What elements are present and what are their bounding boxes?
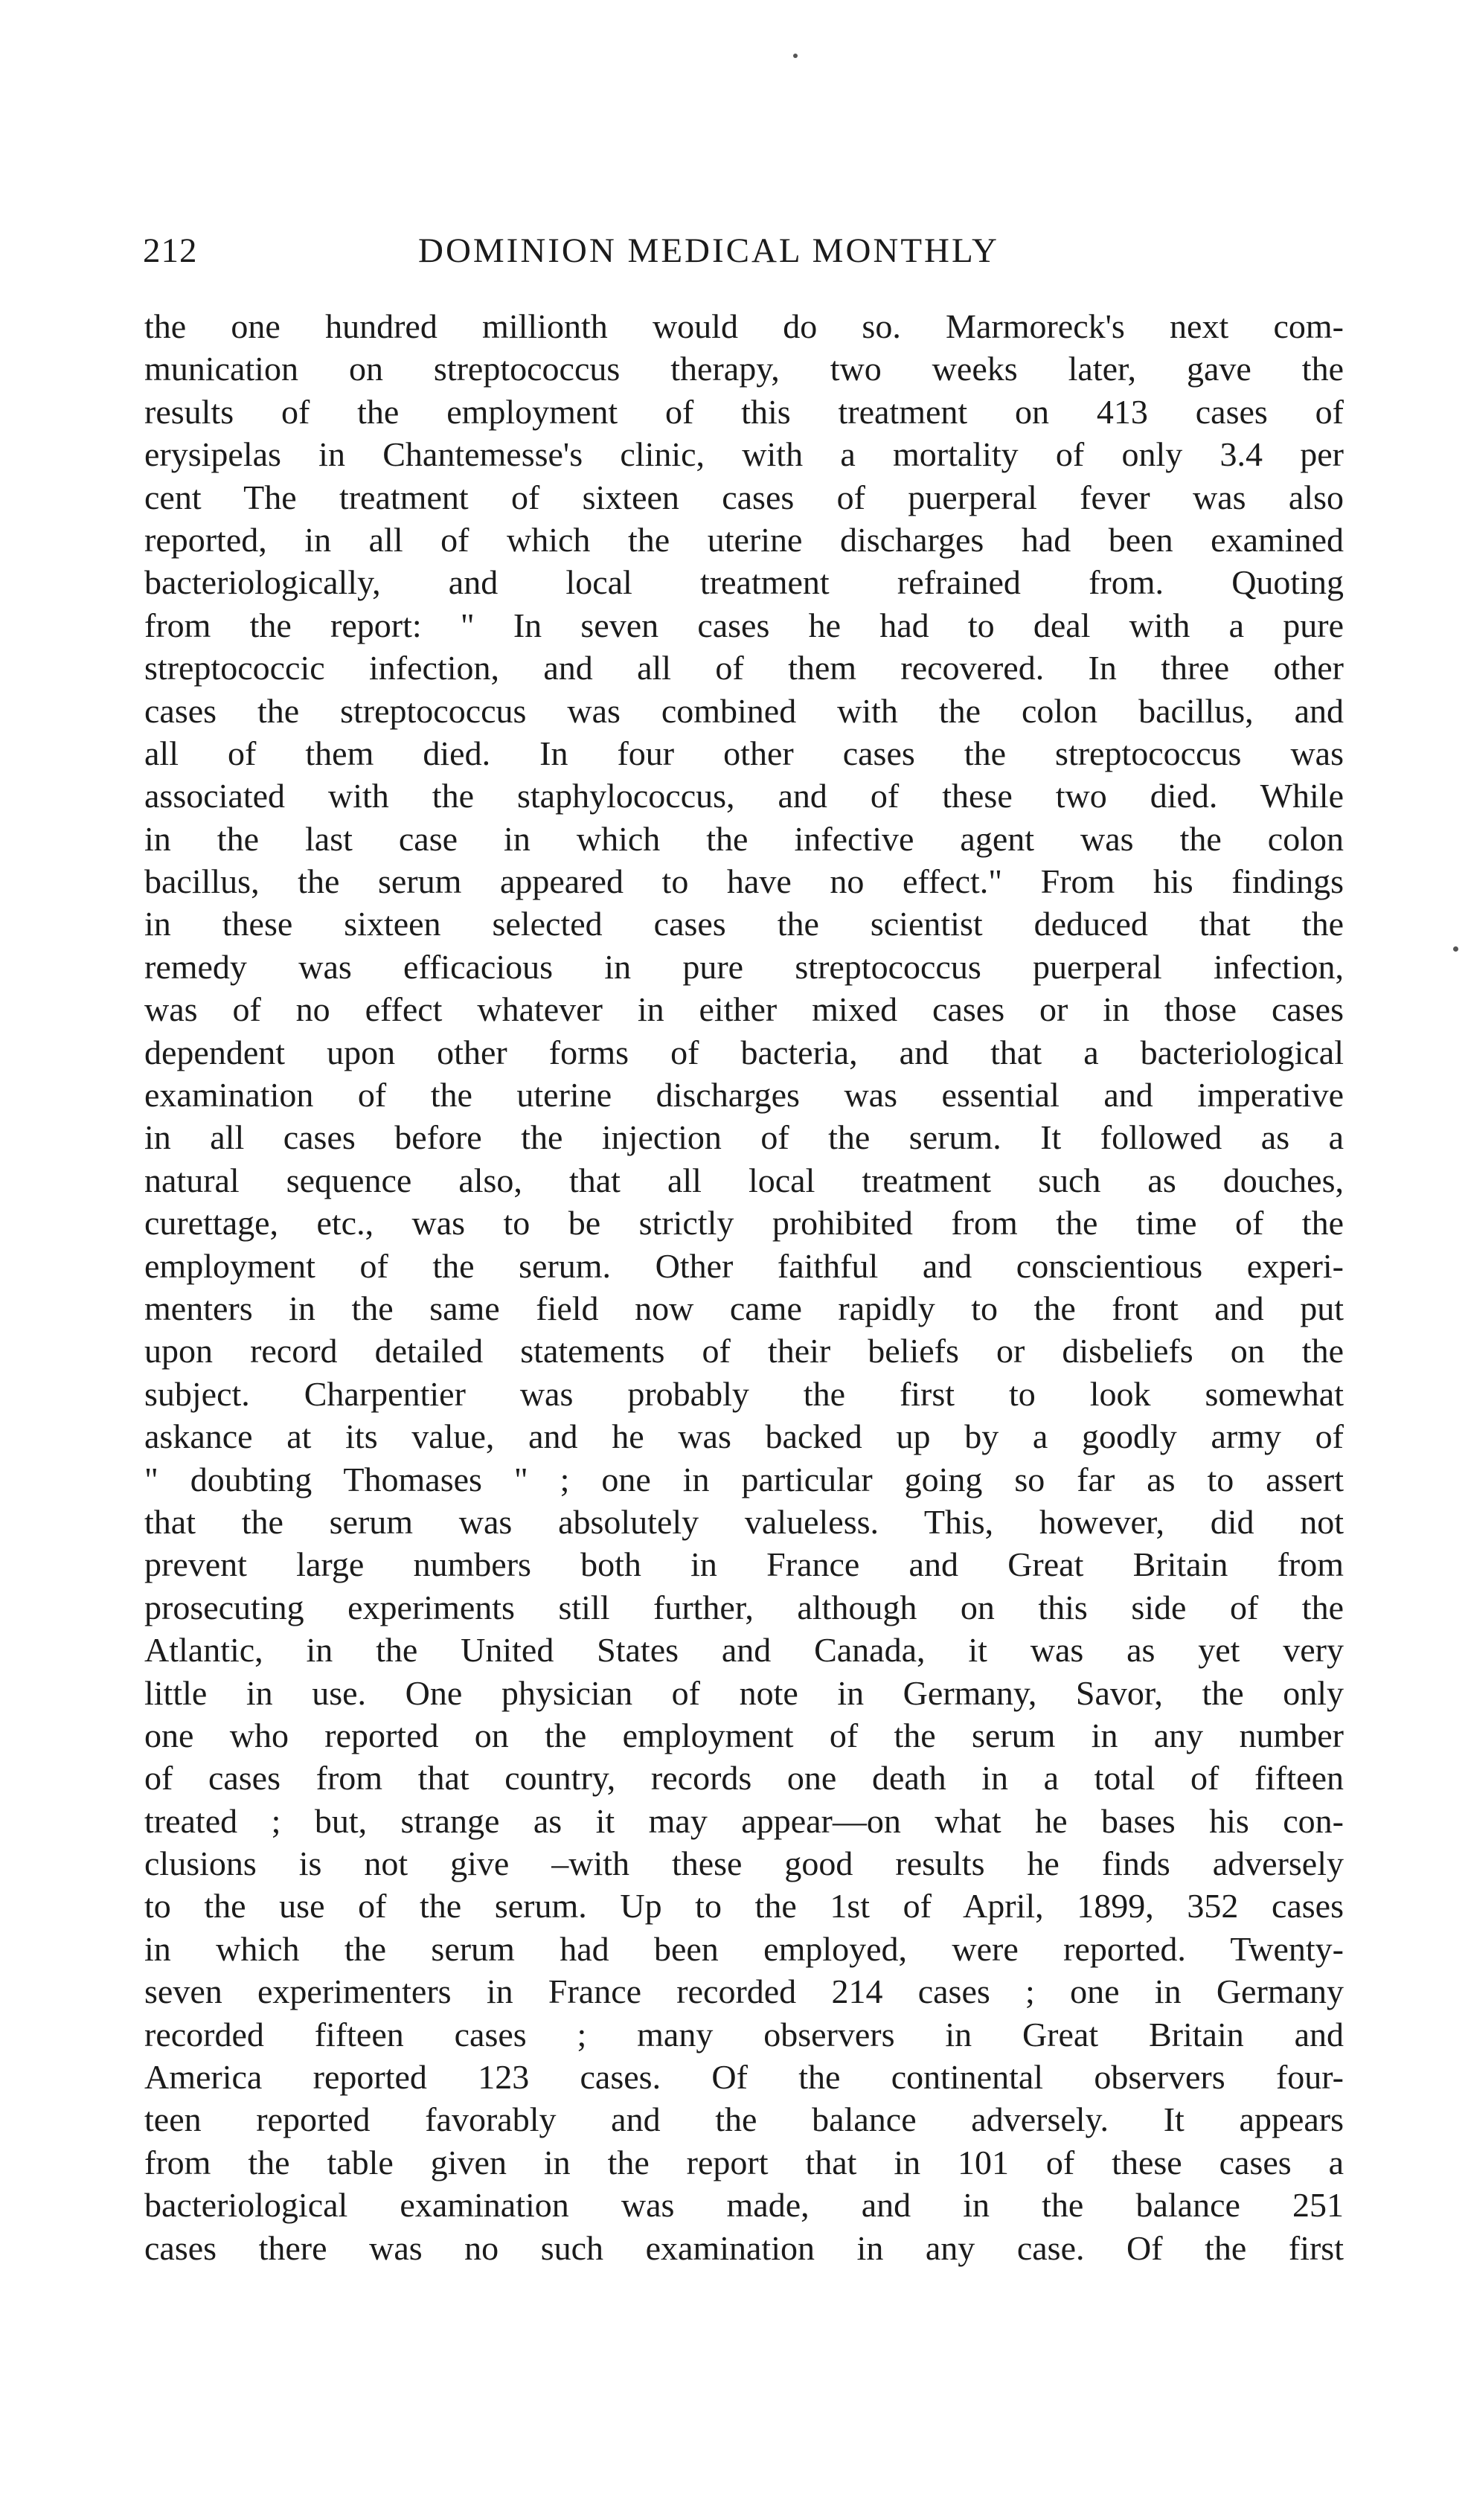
text-line: treated ; but, strange as it may appear—on what he bases his con- xyxy=(144,1801,1344,1840)
text-line: bacteriologically, and local treatment refrained from. Quoting xyxy=(144,563,1344,602)
text-line: from the table given in the report that in 101 of these cases a xyxy=(144,2143,1344,2181)
text-line: cases there was no such examination in any case. Of the first xyxy=(144,2228,1344,2267)
text-line: in which the serum had been employed, were reported. Twenty- xyxy=(144,1929,1344,1968)
text-line: bacillus, the serum appeared to have no effect." From his findings xyxy=(144,862,1344,901)
text-line: teen reported favorably and the balance adversely. It appears xyxy=(144,2100,1344,2139)
text-line: reported, in all of which the uterine discharges had been examined xyxy=(144,520,1344,559)
print-speck xyxy=(793,54,798,58)
text-line: associated with the staphylococcus, and of these two died. While xyxy=(144,777,1344,815)
text-line: prosecuting experiments still further, although on this side of the xyxy=(144,1588,1344,1626)
text-line: one who reported on the employment of the serum in any number xyxy=(144,1716,1344,1754)
text-line: recorded fifteen cases ; many observers in Great Britain and xyxy=(144,2015,1344,2053)
text-line: Atlantic, in the United States and Canada, it was as yet very xyxy=(144,1631,1344,1670)
text-line: " doubting Thomases " ; one in particular going so far as to assert xyxy=(144,1460,1344,1498)
text-line: munication on streptococcus therapy, two weeks later, gave the xyxy=(144,350,1344,388)
text-line: clusions is not give –with these good results he finds adversely xyxy=(144,1844,1344,1883)
text-line: upon record detailed statements of their beliefs or disbeliefs on the xyxy=(144,1332,1344,1370)
text-line: results of the employment of this treatment on 413 cases of xyxy=(144,392,1344,431)
text-line: America reported 123 cases. Of the continental observers four- xyxy=(144,2058,1344,2097)
text-line: dependent upon other forms of bacteria, and that a bacteriological xyxy=(144,1033,1344,1071)
text-line: subject. Charpentier was probably the first to look somewhat xyxy=(144,1374,1344,1413)
running-head xyxy=(143,223,1342,275)
text-line: remedy was efficacious in pure streptococcus puerperal infection, xyxy=(144,947,1344,986)
journal-title: DOMINION MEDICAL MONTHLY xyxy=(418,231,999,270)
text-line: from the report: " In seven cases he had to deal with a pure xyxy=(144,606,1344,644)
text-line: streptococcic infection, and all of them recovered. In three other xyxy=(144,649,1344,687)
text-line: cent The treatment of sixteen cases of puerperal fever was also xyxy=(144,478,1344,516)
text-line: the one hundred millionth would do so. Marmoreck's next com- xyxy=(144,307,1344,345)
text-line: little in use. One physician of note in Germany, Savor, the only xyxy=(144,1673,1344,1712)
text-line: seven experimenters in France recorded 214 cases ; one in Germany xyxy=(144,1972,1344,2011)
text-line: employment of the serum. Other faithful and conscientious experi- xyxy=(144,1246,1344,1285)
text-line: all of them died. In four other cases the streptococcus was xyxy=(144,734,1344,772)
text-line: bacteriological examination was made, and in the balance 251 xyxy=(144,2186,1344,2225)
text-line: to the use of the serum. Up to the 1st of April, 1899, 352 cases xyxy=(144,1887,1344,1926)
text-line: examination of the uterine discharges was essential and imperative xyxy=(144,1076,1344,1115)
body-text xyxy=(144,305,1344,2269)
text-line: that the serum was absolutely valueless. This, however, did not xyxy=(144,1502,1344,1541)
print-speck xyxy=(1453,946,1458,952)
text-line: menters in the same field now came rapidly to the front and put xyxy=(144,1289,1344,1327)
text-line: in all cases before the injection of the serum. It followed as a xyxy=(144,1118,1344,1157)
text-line: curettage, etc., was to be strictly prohibited from the time of the xyxy=(144,1204,1344,1243)
text-line: erysipelas in Chantemesse's clinic, with a mortality of only 3.4 per xyxy=(144,435,1344,474)
text-line: was of no effect whatever in either mixed cases or in those cases xyxy=(144,990,1344,1029)
text-line: cases the streptococcus was combined with the colon bacillus, and xyxy=(144,691,1344,730)
text-line: in the last case in which the infective agent was the colon xyxy=(144,819,1344,858)
page-number: 212 xyxy=(143,231,198,270)
text-line: in these sixteen selected cases the scientist deduced that the xyxy=(144,905,1344,943)
text-line: of cases from that country, records one death in a total of fifteen xyxy=(144,1759,1344,1798)
text-line: natural sequence also, that all local treatment such as douches, xyxy=(144,1161,1344,1199)
text-line: prevent large numbers both in France and Great Britain from xyxy=(144,1545,1344,1584)
text-line: askance at its value, and he was backed up by a goodly army of xyxy=(144,1417,1344,1456)
